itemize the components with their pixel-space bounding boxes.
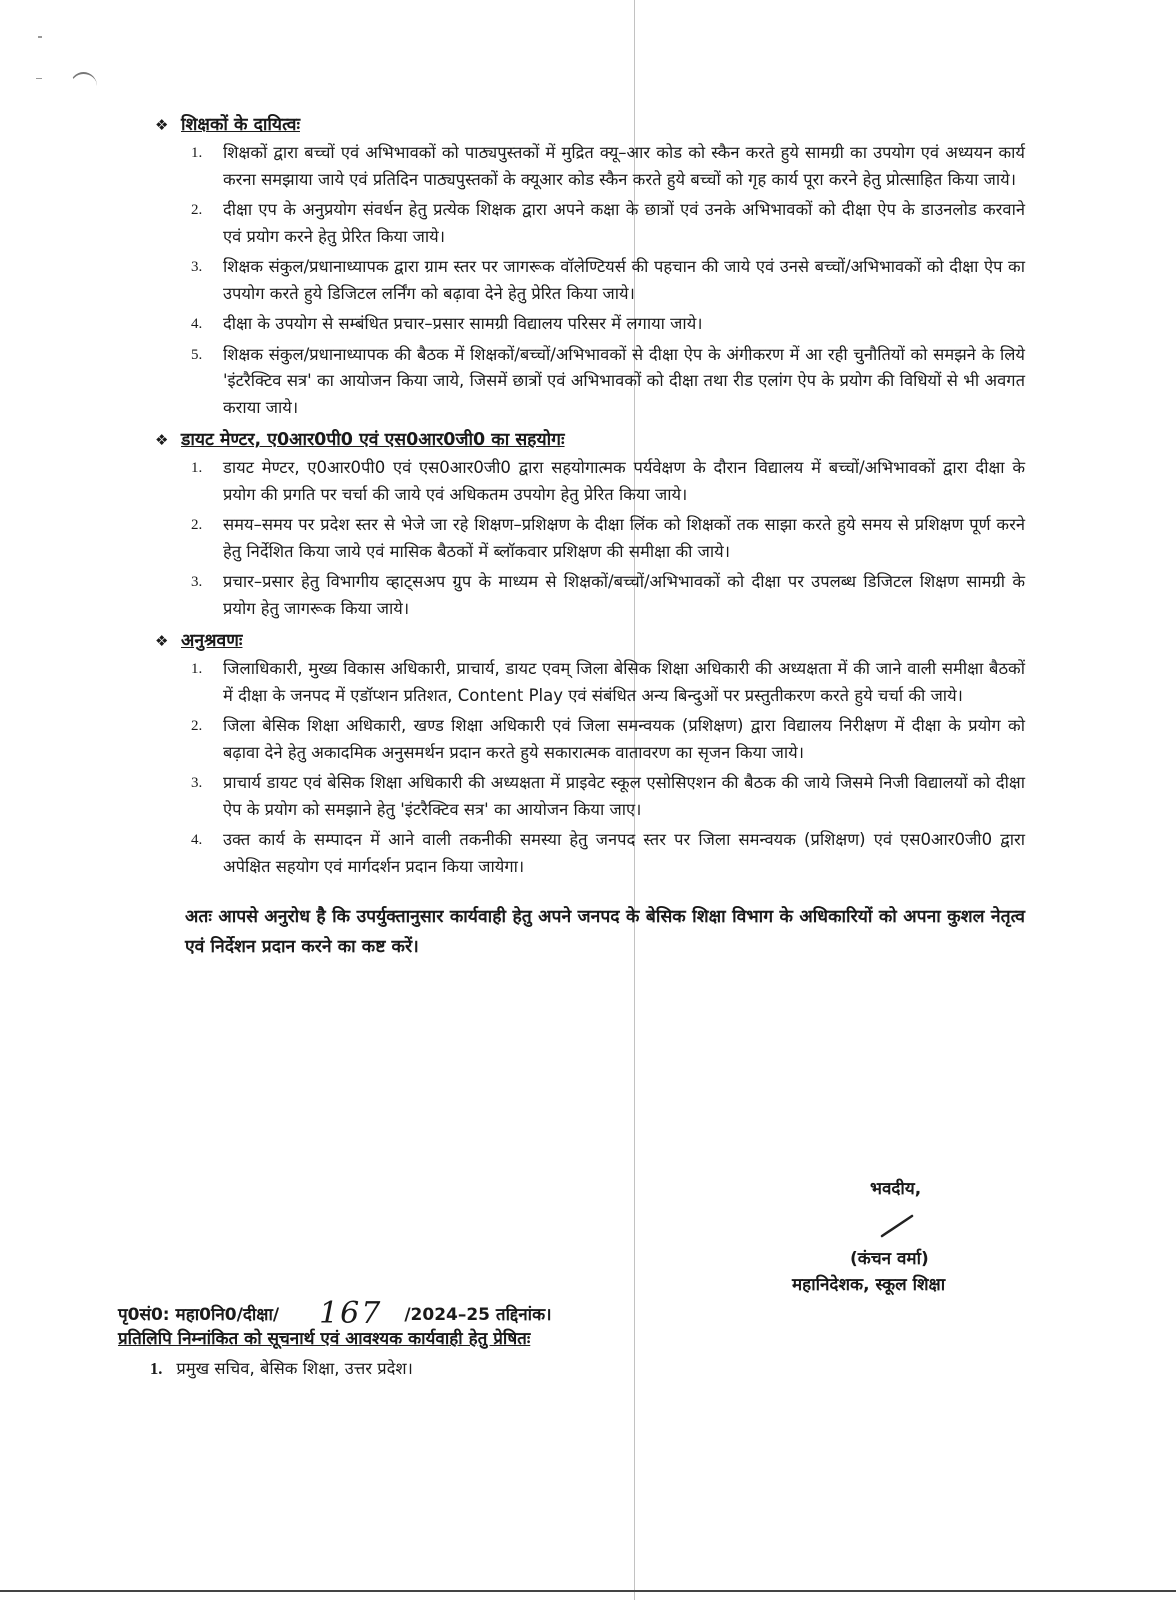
monitoring-list [155,656,1025,880]
list-item: 1. शिक्षकों द्वारा बच्चों एवं अभिभावकों को पाठ्यपुस्तकों में मुद्रित क्यू–आर कोड को स्कैन करते हुये सामग्री का उपयोग एवं अध्ययन कार्य करना समझाया जाये एवं प्रतिदिन पाठ्यपुस्तकों के क्यूआर कोड स्कैन करते हुये बच्चों को गृह कार्य पूरा करने हेतु प्रोत्साहित किया जाये। [191,143,1025,189]
diamond-bullet-icon: ❖ [155,431,169,449]
reference-number-handwritten: 167 [319,1296,383,1331]
diet-mentor-support-list [155,455,1025,622]
signature-mark [878,1210,918,1240]
list-item: 5. शिक्षक संकुल/प्रधानाध्यापक की बैठक में शिक्षकों/बच्चों/अभिभावकों से दीक्षा ऐप के अंगीकरण में आ रही चुनौतियों को समझने के लिये 'इंटरैक्टिव सत्र' का आयोजन किया जाये, जिसमें छात्रों एवं अभिभावकों को दीक्षा तथा रीड एलांग ऐप के प्रयोग की विधियों से भी अवगत कराया जाये। [191,344,1025,417]
section-heading-diet-mentor-support: ❖ डायट मेण्टर, ए0आर0पी0 एवं एस0आर0जी0 का सहयोगः [155,427,1025,453]
list-item: 1. डायट मेण्टर, ए0आर0पी0 एवं एस0आर0जी0 द्वारा सहयोगात्मक पर्यवेक्षण के दौरान विद्यालय में बच्चों/अभिभावकों द्वारा दीक्षा के प्रयोग की प्रगति पर चर्चा की जाये एवं अधिकतम उपयोग हेतु प्रेरित किया जाये। [191,458,1025,504]
scan-speck [38,36,42,38]
signer-name: (कंचन वर्मा) [850,1249,929,1269]
list-item: 1. जिलाधिकारी, मुख्य विकास अधिकारी, प्राचार्य, डायट एवम् जिला बेसिक शिक्षा अधिकारी की अध्यक्षता में की जाने वाली समीक्षा बैठकों में दीक्षा के जनपद में एडॉप्शन प्रतिशत, Content Play एवं संबंधित अन्य बिन्दुओं पर प्रस्तुतीकरण करते हुये चर्चा की जाये। [191,659,1025,705]
copy-to-heading: प्रतिलिपि निम्नांकित को सूचनार्थ एवं आवश्यक कार्यवाही हेतु प्रेषितः [118,1329,531,1349]
letter-body [155,112,1025,962]
list-item: 4. उक्त कार्य के सम्पादन में आने वाली तकनीकी समस्या हेतु जनपद स्तर पर जिला समन्वयक (प्रशिक्षण) एवं एस0आर0जी0 द्वारा अपेक्षित सहयोग एवं मार्गदर्शन प्रदान किया जायेगा। [191,830,1025,876]
diamond-bullet-icon: ❖ [155,116,169,134]
list-item: 3. प्राचार्य डायट एवं बेसिक शिक्षा अधिकारी की अध्यक्षता में प्राइवेट स्कूल एसोसिएशन की बैठक की जाये जिसमे निजी विद्यालयों को दीक्षा ऐप के प्रयोग को समझाने हेतु 'इंटरैक्टिव सत्र' का आयोजन किया जाए। [191,773,1025,819]
section-heading-teacher-duties: ❖ शिक्षकों के दायित्वः [155,112,1025,138]
scan-speck [36,78,42,79]
list-item: 3. शिक्षक संकुल/प्रधानाध्यापक द्वारा ग्राम स्तर पर जागरूक वॉलेण्टियर्स की पहचान की जाये एवं उनसे बच्चों/अभिभावकों को दीक्षा ऐप का उपयोग करते हुये डिजिटल लर्निंग को बढ़ावा देने हेतु प्रेरित किया जाये। [191,257,1025,303]
reference-prefix: पृ0सं0: महा0नि0/दीक्षा/ [118,1305,280,1325]
reference-suffix: /2024–25 तद्दिनांक। [404,1305,552,1325]
section-heading-monitoring: ❖ अनुश्रवणः [155,628,1025,654]
teacher-duties-list [155,140,1025,421]
list-item: 4. दीक्षा के उपयोग से सम्बंधित प्रचार–प्रसार सामग्री विद्यालय परिसर में लगाया जाये। [191,314,703,333]
closing-request: अतः आपसे अनुरोध है कि उपर्युक्तानुसार कार्यवाही हेतु अपने जनपद के बेसिक शिक्षा विभाग के अधिकारियों को अपना कुशल नेतृत्व एवं निर्देशन प्रदान करने का कष्ट करें। [185,907,1025,957]
copy-to-item: 1. प्रमुख सचिव, बेसिक शिक्षा, उत्तर प्रदेश। [150,1359,413,1378]
signer-designation: महानिदेशक, स्कूल शिक्षा [792,1275,946,1295]
list-item: 2. जिला बेसिक शिक्षा अधिकारी, खण्ड शिक्षा अधिकारी एवं जिला समन्वयक (प्रशिक्षण) द्वारा विद्यालय निरीक्षण में दीक्षा के प्रयोग को बढ़ावा देने हेतु अकादमिक अनुसमर्थन प्रदान करते हुये सकारात्मक वातावरण का सृजन किया जाये। [191,716,1025,762]
diamond-bullet-icon: ❖ [155,632,169,650]
list-item: 3. प्रचार–प्रसार हेतु विभागीय व्हाट्सअप ग्रुप के माध्यम से शिक्षकों/बच्चों/अभिभावकों को दीक्षा पर उपलब्ध डिजिटल शिक्षण सामग्री के प्रयोग हेतु जागरूक किया जाये। [191,572,1025,618]
salutation: भवदीय, [870,1179,922,1199]
scan-mark [70,72,97,100]
list-item: 2. दीक्षा एप के अनुप्रयोग संवर्धन हेतु प्रत्येक शिक्षक द्वारा अपने कक्षा के छात्रों एवं उनके अभिभावकों को दीक्षा ऐप के डाउनलोड करवाने एवं प्रयोग करने हेतु प्रेरित किया जाये। [191,200,1025,246]
page-bottom-edge [0,1590,1176,1592]
list-item: 2. समय–समय पर प्रदेश स्तर से भेजे जा रहे शिक्षण–प्रशिक्षण के दीक्षा लिंक को शिक्षकों तक साझा करते हुये समय से प्रशिक्षण पूर्ण करने हेतु निर्देशित किया जाये एवं मासिक बैठकों में ब्लॉकवार प्रशिक्षण की समीक्षा की जाये। [191,515,1025,561]
